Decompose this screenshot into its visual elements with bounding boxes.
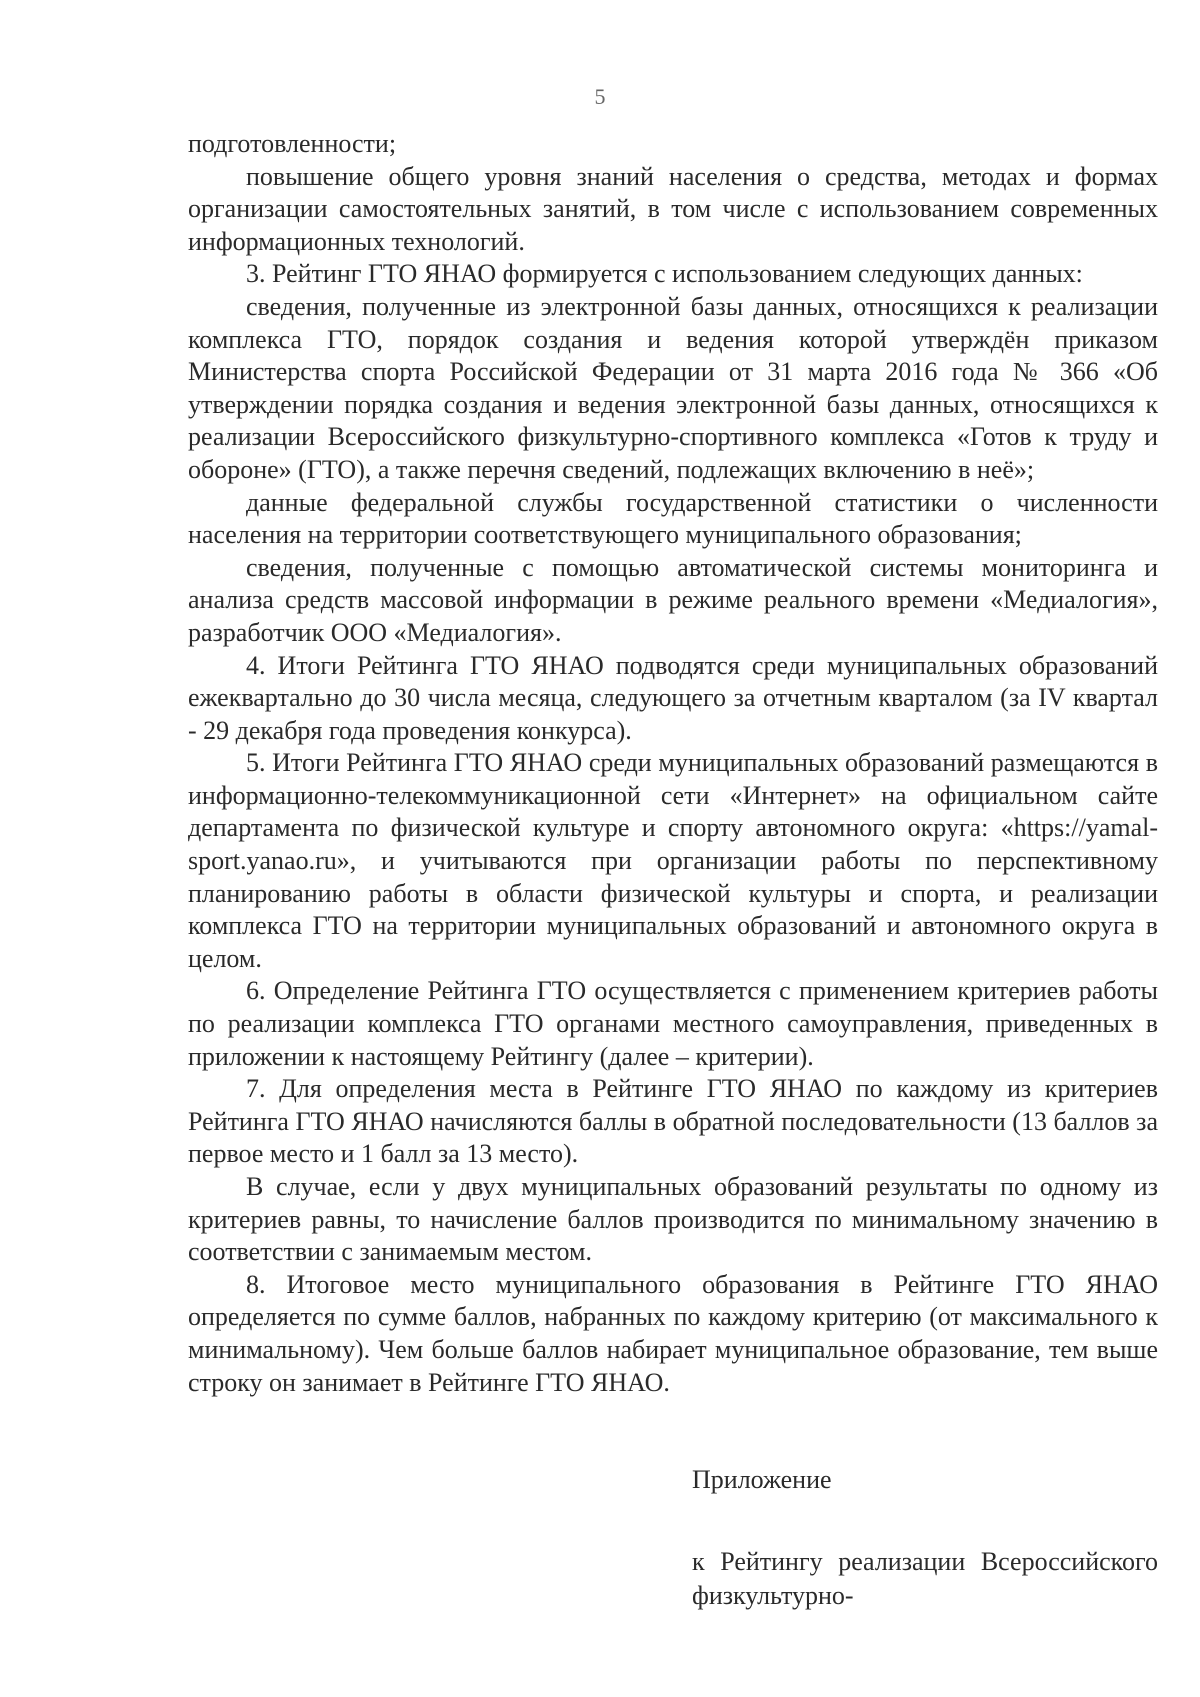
page-number: 5 xyxy=(594,84,606,109)
paragraph-11: В случае, если у двух муниципальных образований результаты по одному из критериев равны, то начисление баллов производится по минимальному значению в соответствии с занимаемым местом. xyxy=(188,1172,1158,1267)
paragraph-9: 6. Определение Рейтинга ГТО осуществляется с применением критериев работы по реализации комплекса ГТО органами местного самоуправления, приведенных в приложении к настоящему Рейтингу (далее – критерии). xyxy=(188,976,1158,1071)
paragraph-1: подготовленности; xyxy=(188,129,397,158)
paragraph-3: 3. Рейтинг ГТО ЯНАО формируется с использованием следующих данных: xyxy=(246,259,1083,289)
paragraph-2: повышение общего уровня знаний населения о средства, методах и формах организации самостоятельных занятий, в том числе с использованием современных информационных технологий. xyxy=(188,161,1158,256)
appendix-block xyxy=(692,1463,1158,1613)
appendix-title: Приложение xyxy=(692,1465,832,1494)
paragraph-6: сведения, полученные с помощью автоматической системы мониторинга и анализа средств массовой информации в режиме реального времени «Медиалогия», разработчик ООО «Медиалогия». xyxy=(188,552,1158,647)
appendix-body: к Рейтингу реализации Всероссийского физкультурно- xyxy=(692,1547,1158,1610)
paragraph-4: сведения, полученные из электронной базы данных, относящихся к реализации комплекса ГТО, порядок создания и ведения которой утверждён приказом Министерства спорта Российской Федерации от 31 марта 2016 года № 366 «Об утверждении порядка создания и ведения электронной базы данных, относящихся к реализации Всероссийского физкультурно-спортивного комплекса «Готов к труду и обороне» (ГТО), а также перечня сведений, подлежащих включению в неё»; xyxy=(188,291,1158,484)
paragraph-8: 5. Итоги Рейтинга ГТО ЯНАО среди муниципальных образований размещаются в информационно-телекоммуникационной сети «Интернет» на официальном сайте департамента по физической культуре и спорту автономного округа: «https://yamal-sport.yanao.ru», и учитываются при организации работы по перспективному планированию работы в области физической культуры и спорта, и реализации комплекса ГТО на территории муниципальных образований и автономного округа в целом. xyxy=(188,748,1158,973)
paragraph-10: 7. Для определения места в Рейтинге ГТО ЯНАО по каждому из критериев Рейтинга ГТО ЯНАО начисляются баллы в обратной последовательности (13 баллов за первое место и 1 балл за 13 место). xyxy=(188,1074,1158,1169)
paragraph-12: 8. Итоговое место муниципального образования в Рейтинге ГТО ЯНАО определяется по сумме баллов, набранных по каждому критерию (от максимального к минимальному). Чем больше баллов набирает муниципальное образование, тем выше строку он занимает в Рейтинге ГТО ЯНАО. xyxy=(188,1269,1158,1397)
paragraph-7: 4. Итоги Рейтинга ГТО ЯНАО подводятся среди муниципальных образований ежеквартально до 30 числа месяца, следующего за отчетным кварталом (за IV квартал - 29 декабря года проведения конкурса). xyxy=(188,650,1158,745)
document-body xyxy=(188,128,1158,1399)
paragraph-5: данные федеральной службы государственной статистики о численности населения на территории соответствующего муниципального образования; xyxy=(188,487,1158,550)
